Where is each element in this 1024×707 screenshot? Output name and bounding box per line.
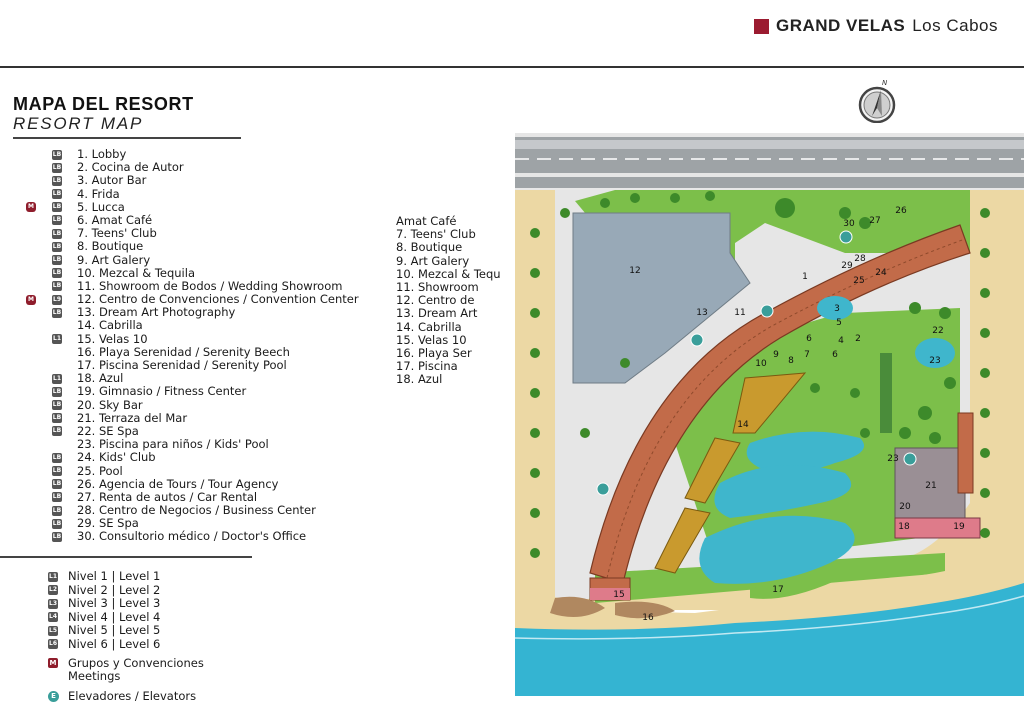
level-badge: LB bbox=[52, 427, 62, 435]
brand-name: GRAND VELAS bbox=[775, 16, 906, 35]
map-label-12: 12 bbox=[629, 266, 641, 276]
meetings-icon: M bbox=[26, 202, 36, 212]
map-label-6: 6 bbox=[806, 334, 812, 344]
venue-repeat-item: 13. Dream Art bbox=[396, 307, 478, 321]
map-label-25: 25 bbox=[853, 276, 865, 286]
level-legend-label: Nivel 2 | Level 2 bbox=[68, 582, 161, 597]
map-label-2: 2 bbox=[855, 334, 861, 344]
map-label-5: 5 bbox=[836, 318, 842, 328]
level-badge: L1 bbox=[53, 335, 61, 343]
map-label-9: 9 bbox=[773, 350, 779, 360]
map-label-17: 17 bbox=[772, 585, 784, 595]
map-label-13: 13 bbox=[696, 308, 708, 318]
level-legend-item bbox=[48, 584, 160, 598]
level-badge: LB bbox=[52, 216, 62, 224]
map-label-8: 8 bbox=[788, 356, 794, 366]
venue-label: 12. Centro de Convenciones / Convention Center bbox=[77, 292, 359, 307]
level-badge: LB bbox=[52, 190, 62, 198]
title-divider bbox=[13, 137, 241, 139]
level-badge: LB bbox=[52, 401, 62, 409]
level-legend-item bbox=[48, 624, 160, 638]
map-label-23: 23 bbox=[929, 356, 941, 366]
venue-label: 16. Playa Serenidad / Serenity Beech bbox=[77, 344, 290, 359]
venue-repeat-item: Amat Café bbox=[396, 215, 457, 228]
map-label-21: 21 bbox=[925, 481, 937, 491]
level-badge: LB bbox=[52, 256, 62, 263]
legend-meetings bbox=[48, 657, 204, 683]
level-badge: LB bbox=[52, 506, 62, 514]
venue-repeat-item: 16. Playa Ser bbox=[396, 346, 472, 360]
venue-repeat-item: 14. Cabrilla bbox=[396, 320, 462, 334]
venue-label: 23. Piscina para niños / Kids' Pool bbox=[77, 437, 269, 452]
venue-label: 5. Lucca bbox=[77, 199, 125, 214]
venue-label: 6. Amat Café bbox=[77, 212, 153, 227]
map-label-19: 19 bbox=[953, 522, 965, 532]
map-label-3: 3 bbox=[834, 304, 840, 314]
map-label-14: 14 bbox=[737, 420, 749, 430]
elevator-icon: E bbox=[48, 691, 59, 702]
venue-label: 26. Agencia de Tours / Tour Agency bbox=[77, 476, 279, 491]
venue-label: 28. Centro de Negocios / Business Center bbox=[77, 503, 316, 518]
meetings-icon: M bbox=[26, 295, 36, 305]
map-road bbox=[515, 133, 1024, 190]
map-label-24: 24 bbox=[875, 268, 887, 278]
level-legend bbox=[48, 570, 160, 652]
venue-label: 10. Mezcal & Tequila bbox=[77, 265, 195, 280]
level-badge: LB bbox=[52, 176, 62, 184]
level-badge: LB bbox=[52, 242, 62, 250]
level-badge: LB bbox=[52, 163, 62, 171]
level-badge: LB bbox=[52, 282, 62, 290]
venue-label: 20. Sky Bar bbox=[77, 397, 143, 412]
map-label-15: 15 bbox=[613, 590, 625, 600]
level-badge: LB bbox=[52, 269, 62, 277]
level-legend-label: Nivel 4 | Level 4 bbox=[68, 609, 161, 624]
level-legend-label: Nivel 1 | Level 1 bbox=[68, 569, 161, 583]
venue-label: 2. Cocina de Autor bbox=[77, 160, 184, 175]
compass-icon bbox=[857, 78, 897, 123]
level-badge: LB bbox=[52, 519, 62, 527]
level-badge: L9 bbox=[53, 295, 61, 303]
venue-repeat-item: 7. Teens' Club bbox=[396, 228, 476, 242]
map-label-23b: 23 bbox=[887, 454, 899, 464]
resort-map[interactable] bbox=[515, 133, 1024, 696]
venue-label: 25. Pool bbox=[77, 463, 123, 478]
map-label-28: 28 bbox=[854, 254, 866, 264]
map-label-30: 30 bbox=[843, 219, 855, 229]
level-legend-label: Nivel 5 | Level 5 bbox=[68, 623, 161, 638]
level-legend-label: Nivel 3 | Level 3 bbox=[68, 596, 161, 611]
map-label-1: 1 bbox=[802, 272, 808, 282]
venue-list-repeat bbox=[396, 215, 501, 386]
venue-label: 14. Cabrilla bbox=[77, 318, 143, 333]
level-badge: L1 bbox=[53, 374, 61, 382]
venue-label: 3. Autor Bar bbox=[77, 173, 147, 188]
level-badge: LB bbox=[52, 467, 62, 474]
level-legend-label: Nivel 6 | Level 6 bbox=[68, 636, 161, 651]
map-label-10: 10 bbox=[755, 359, 767, 369]
venue-label: 8. Boutique bbox=[77, 239, 144, 254]
venue-label: 7. Teens' Club bbox=[77, 226, 157, 241]
map-label-4: 4 bbox=[838, 336, 844, 346]
map-label-18: 18 bbox=[898, 522, 910, 532]
venue-label: 18. Azul bbox=[77, 371, 124, 386]
level-badge: LB bbox=[52, 387, 62, 395]
map-label-6b: 6 bbox=[832, 350, 838, 360]
venue-repeat-item: 11. Showroom bbox=[396, 280, 479, 294]
venue-repeat-item: 12. Centro de bbox=[396, 294, 475, 308]
venue-label: 24. Kids' Club bbox=[77, 450, 156, 465]
map-label-11: 11 bbox=[734, 308, 746, 318]
map-label-7: 7 bbox=[804, 350, 810, 360]
brand-location: Los Cabos bbox=[912, 16, 998, 35]
level-legend-item bbox=[48, 611, 160, 625]
level-badge: L5 bbox=[49, 626, 57, 634]
venue-label: 15. Velas 10 bbox=[77, 331, 148, 346]
map-label-20: 20 bbox=[899, 502, 911, 512]
header-divider bbox=[0, 66, 1024, 68]
legend-meetings-line1: Grupos y Convenciones bbox=[68, 656, 204, 670]
level-badge: LB bbox=[52, 493, 62, 501]
venue-label: 22. SE Spa bbox=[77, 423, 139, 438]
level-badge: L1 bbox=[49, 572, 57, 580]
venue-label: 4. Frida bbox=[77, 186, 120, 201]
map-label-22: 22 bbox=[932, 326, 944, 336]
legend-meetings-line2: Meetings bbox=[68, 669, 121, 683]
brand-logo bbox=[754, 16, 998, 36]
venue-repeat-item: 18. Azul bbox=[396, 373, 443, 387]
legend-elevators bbox=[48, 690, 196, 703]
venue-label: 1. Lobby bbox=[77, 147, 127, 161]
level-legend-item bbox=[48, 570, 160, 584]
venue-label: 13. Dream Art Photography bbox=[77, 305, 236, 320]
brand-mark bbox=[754, 19, 769, 34]
venue-label: 29. SE Spa bbox=[77, 516, 139, 531]
map-label-16: 16 bbox=[642, 613, 654, 623]
level-badge: L6 bbox=[49, 640, 57, 648]
venue-repeat-item: 15. Velas 10 bbox=[396, 333, 467, 347]
legend-divider bbox=[0, 556, 252, 558]
legend-elevators-label: Elevadores / Elevators bbox=[68, 689, 197, 703]
map-label-29: 29 bbox=[841, 261, 853, 271]
map-label-27: 27 bbox=[869, 216, 881, 226]
level-badge: LB bbox=[52, 532, 62, 540]
venue-repeat-item: 17. Piscina bbox=[396, 360, 458, 374]
meetings-icon: M bbox=[49, 659, 57, 667]
map-label-26: 26 bbox=[895, 206, 907, 216]
venue-label: 9. Art Galery bbox=[77, 252, 151, 267]
level-badge: L4 bbox=[49, 613, 57, 621]
venue-repeat-item: 8. Boutique bbox=[396, 241, 463, 255]
level-badge: LB bbox=[52, 229, 62, 237]
level-badge: LB bbox=[52, 453, 62, 461]
venue-label: 17. Piscina Serenidad / Serenity Pool bbox=[77, 358, 287, 372]
compass-label: N bbox=[882, 79, 888, 87]
page-title-spanish: MAPA DEL RESORT bbox=[13, 94, 194, 114]
level-legend-item bbox=[48, 597, 160, 611]
venue-label: 21. Terraza del Mar bbox=[77, 410, 188, 425]
venue-repeat-item: 10. Mezcal & Tequ bbox=[396, 267, 501, 281]
level-badge: LB bbox=[52, 150, 62, 158]
level-badge: L2 bbox=[49, 586, 57, 594]
venue-repeat-item: 9. Art Galery bbox=[396, 254, 470, 268]
page-title-english: RESORT MAP bbox=[13, 114, 144, 133]
level-badge: L3 bbox=[49, 599, 57, 607]
venue-label: 19. Gimnasio / Fitness Center bbox=[77, 384, 247, 399]
level-badge: LB bbox=[52, 203, 62, 211]
venue-label: 30. Consultorio médico / Doctor's Office bbox=[77, 529, 307, 544]
venue-label: 27. Renta de autos / Car Rental bbox=[77, 489, 258, 504]
venue-label: 11. Showroom de Bodos / Wedding Showroom bbox=[77, 278, 343, 293]
level-legend-item bbox=[48, 638, 160, 652]
level-badge: LB bbox=[52, 480, 62, 488]
level-badge: LB bbox=[52, 308, 62, 316]
level-badge: LB bbox=[52, 414, 62, 422]
